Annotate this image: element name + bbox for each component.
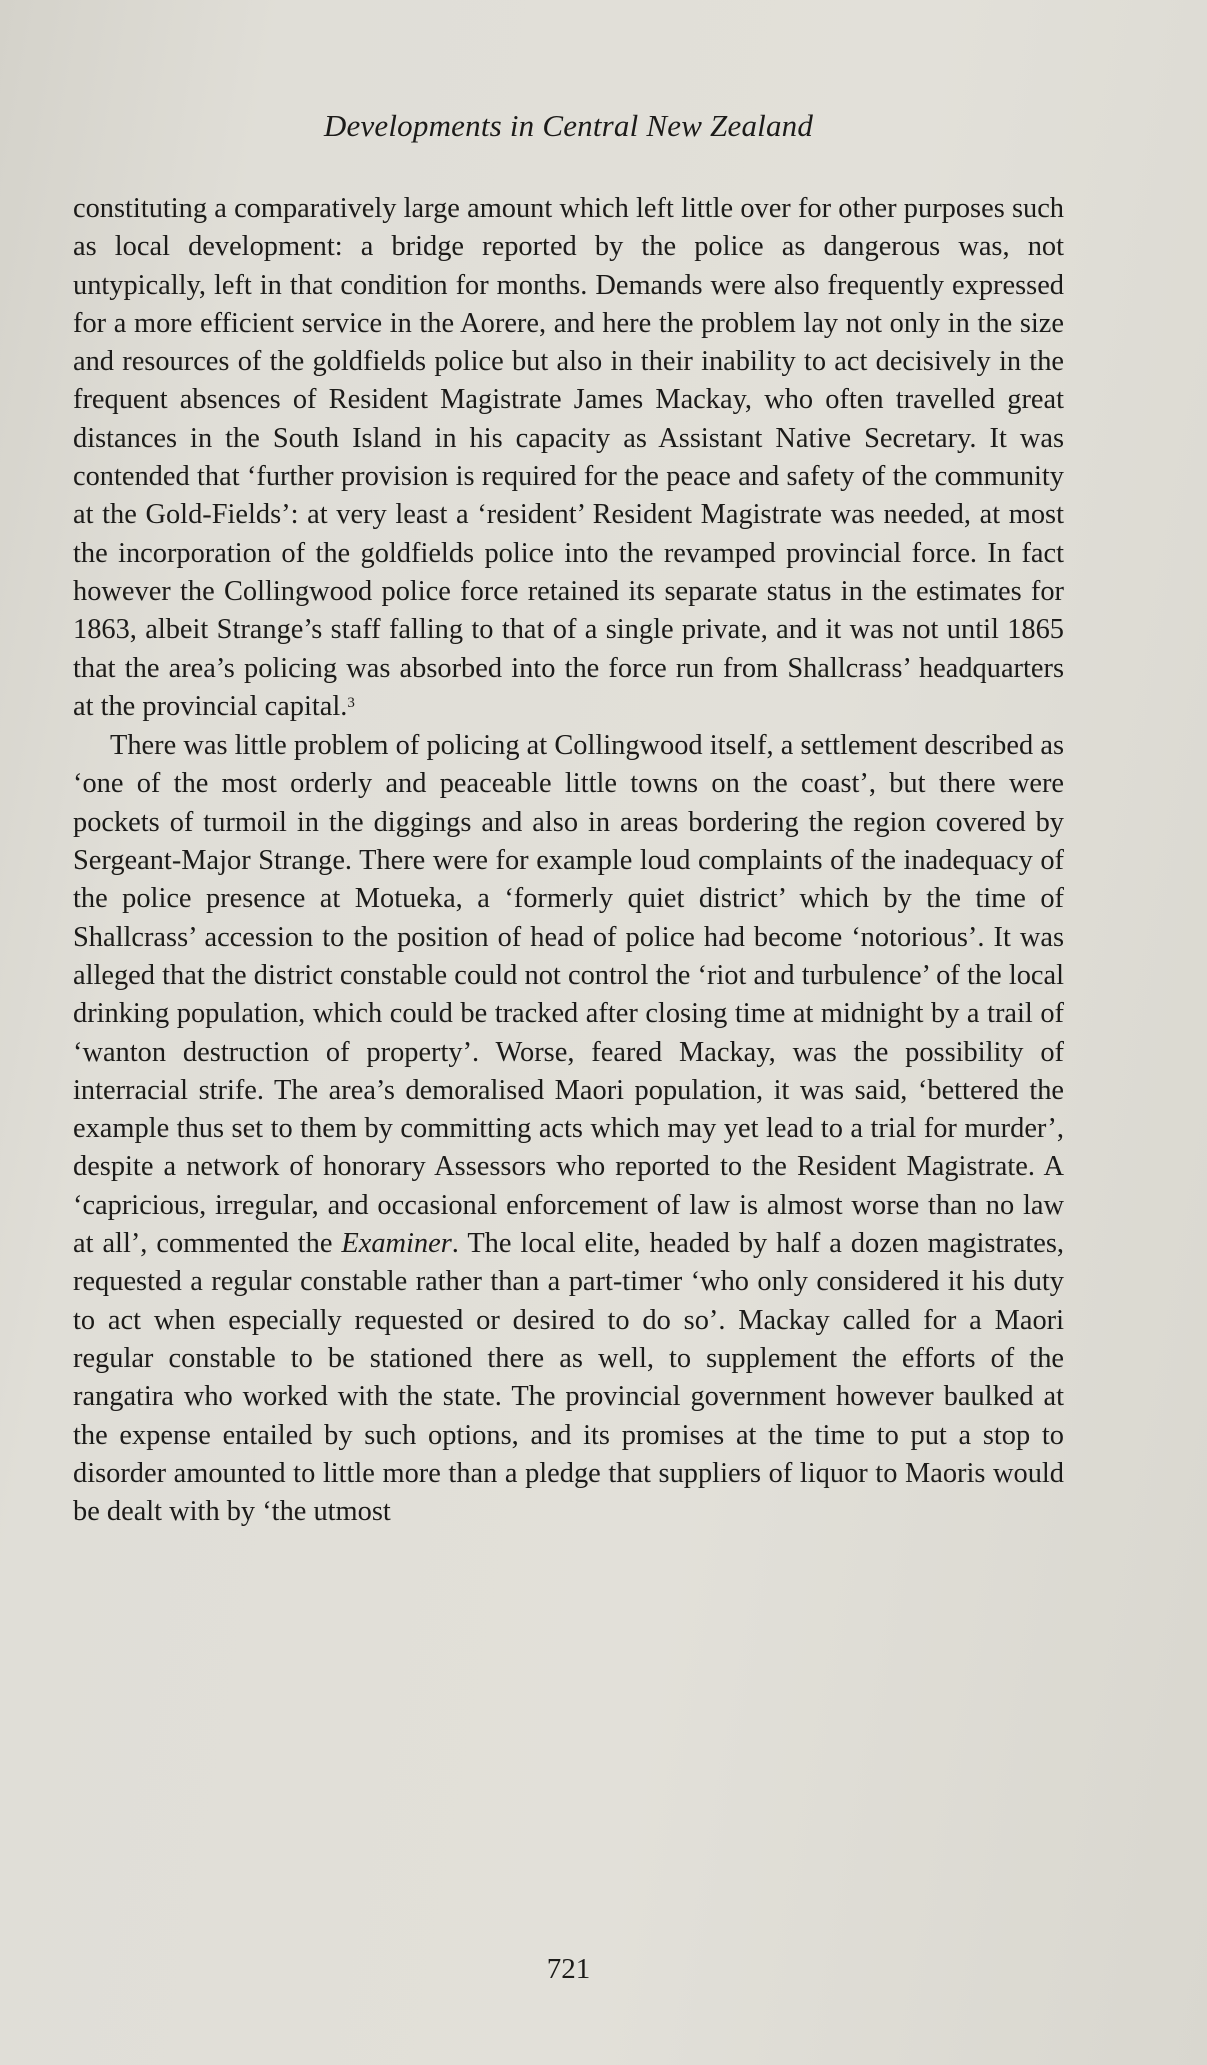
paragraph-text: There was little problem of policing at Collingwood itself, a settlement described as ‘one of the most orderly and peaceable little towns on the coast’, but there were pockets of turmoil in the diggings and also in areas bordering the region covered by Sergeant-Major Strange. There were for example loud complaints of the inadequacy of the police presence at Motueka, a ‘formerly quiet district’ which by the time of Shallcrass’ accession to the position of head of police had become ‘notorious’. It was alleged that the district constable could not control the ‘riot and turbulence’ of the local drinking population, which could be tracked after closing time at midnight by a trail of ‘wanton destruction of property’. Worse, feared Mackay, was the possibility of interracial strife. The area’s demoralised Maori population, it was said, ‘bettered the example thus set to them by committing acts which may yet lead to a trial for murder’, despite a network of honorary Assessors who reported to the Resident Magistrate. A ‘capricious, irregular, and occasional enforcement of law is almost worse than no law at all’, commented the [73, 730, 1064, 1260]
footnote-reference: 3 [347, 694, 355, 711]
paragraph [73, 190, 1064, 726]
running-head: Developments in Central New Zealand [323, 108, 814, 143]
paragraph-text: . The local elite, headed by half a dozen magistrates, requested a regular constable rather than a part-timer ‘who only considered it his duty to act when especially requested or desired to do so’. Mackay called for a Maori regular constable to be stationed there as well, to supplement the efforts of the rangatira who worked with the state. The provincial government however baulked at the expense entailed by such options, and its promises at the time to put a stop to disorder amounted to little more than a pledge that suppliers of liquor to Maoris would be dealt with by ‘the utmost [73, 1228, 1064, 1528]
body-text [73, 190, 1064, 1531]
paragraph [73, 727, 1064, 1531]
page-number: 721 [546, 1953, 591, 1985]
publication-title: Examiner [341, 1228, 452, 1260]
paragraph-text: constituting a comparatively large amount which left little over for other purposes such as local development: a bridge reported by the police as dangerous was, not untypically, left in that condition for months. Demands were also frequently expressed for a more efficient service in the Aorere, and here the problem lay not only in the size and resources of the goldfields police but also in their inability to act decisively in the frequent absences of Resident Magistrate James Mackay, who often travelled great distances in the South Island in his capacity as Assistant Native Secretary. It was contended that ‘further provision is required for the peace and safety of the community at the Gold-Fields’: at very least a ‘resident’ Resident Magistrate was needed, at most the incorporation of the goldfields police into the revamped provincial force. In fact however the Collingwood police force retained its separate status in the estimates for 1863, albeit Strange’s staff falling to that of a single private, and it was not until 1865 that the area’s policing was absorbed into the force run from Shallcrass’ headquarters at the provincial capital. [73, 193, 1064, 722]
